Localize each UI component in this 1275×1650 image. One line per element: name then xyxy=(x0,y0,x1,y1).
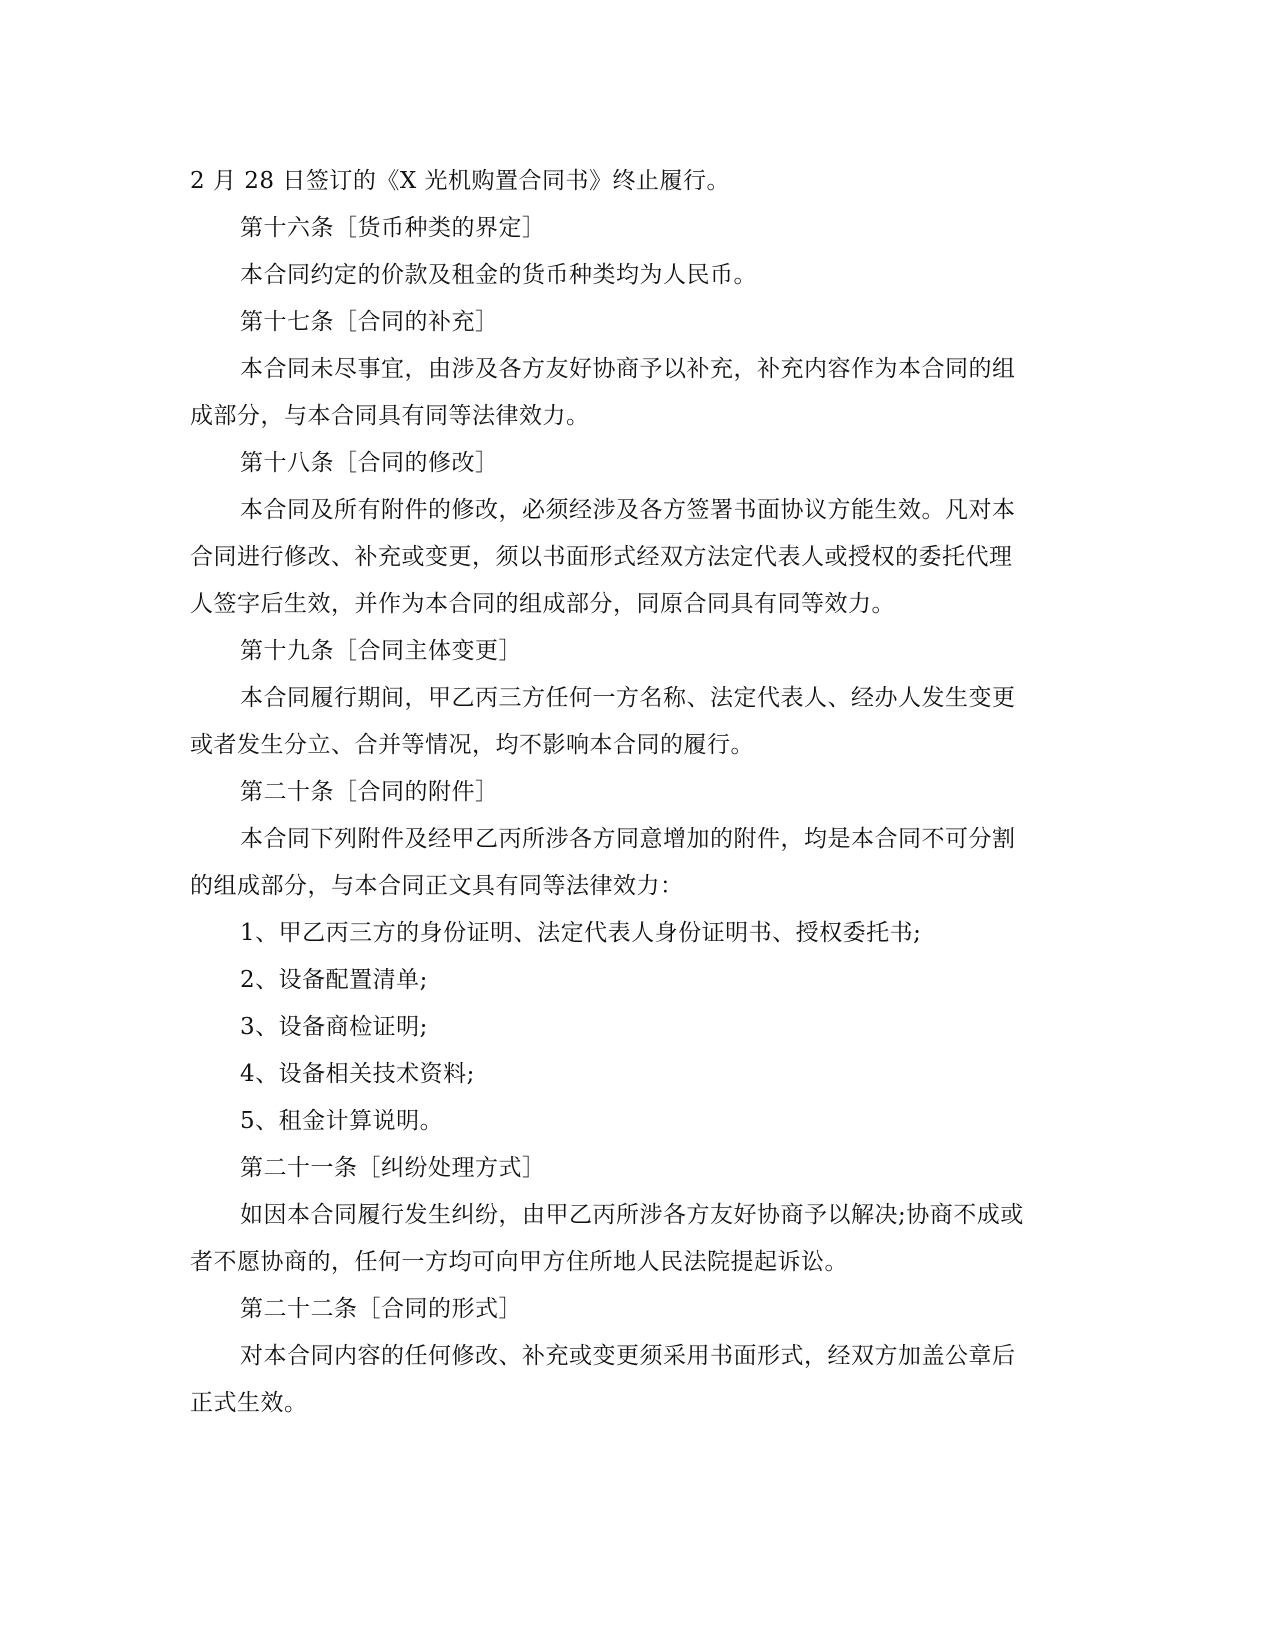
document-body xyxy=(190,158,1080,1427)
list-item: 1、甲乙丙三方的身份证明、法定代表人身份证明书、授权委托书; xyxy=(240,920,922,946)
text-line: 2 月 28 日签订的《X 光机购置合同书》终止履行。 xyxy=(190,168,731,194)
article-heading: 第二十条［合同的附件］ xyxy=(240,779,499,805)
article-heading: 第二十二条［合同的形式］ xyxy=(240,1296,522,1322)
text-line: 合同进行修改、补充或变更，须以书面形式经双方法定代表人或授权的委托代理 xyxy=(190,544,1013,570)
text-line: 成部分，与本合同具有同等法律效力。 xyxy=(190,403,590,429)
text-line: 的组成部分，与本合同正文具有同等法律效力： xyxy=(190,873,684,899)
article-heading: 第十六条［货币种类的界定］ xyxy=(240,215,546,241)
text-line: 者不愿协商的，任何一方均可向甲方住所地人民法院提起诉讼。 xyxy=(190,1249,848,1275)
text-line: 本合同履行期间，甲乙丙三方任何一方名称、法定代表人、经办人发生变更 xyxy=(240,685,1016,711)
text-line: 本合同下列附件及经甲乙丙所涉各方同意增加的附件，均是本合同不可分割 xyxy=(240,826,1016,852)
text-line: 本合同及所有附件的修改，必须经涉及各方签署书面协议方能生效。凡对本 xyxy=(240,497,1016,523)
text-line: 本合同未尽事宜，由涉及各方友好协商予以补充，补充内容作为本合同的组 xyxy=(240,356,1016,382)
list-item: 3、设备商检证明; xyxy=(240,1014,428,1040)
list-item: 4、设备相关技术资料; xyxy=(240,1061,475,1087)
article-heading: 第二十一条［纠纷处理方式］ xyxy=(240,1155,546,1181)
text-line: 本合同约定的价款及租金的货币种类均为人民币。 xyxy=(240,262,757,288)
article-heading: 第十九条［合同主体变更］ xyxy=(240,638,522,664)
text-line: 或者发生分立、合并等情况，均不影响本合同的履行。 xyxy=(190,732,754,758)
list-item: 2、设备配置清单; xyxy=(240,967,428,993)
article-heading: 第十八条［合同的修改］ xyxy=(240,450,499,476)
article-heading: 第十七条［合同的补充］ xyxy=(240,309,499,335)
text-line: 如因本合同履行发生纠纷，由甲乙丙所涉各方友好协商予以解决;协商不成或 xyxy=(240,1202,1024,1228)
text-line: 对本合同内容的任何修改、补充或变更须采用书面形式，经双方加盖公章后 xyxy=(240,1343,1016,1369)
text-line: 人签字后生效，并作为本合同的组成部分，同原合同具有同等效力。 xyxy=(190,591,895,617)
list-item: 5、租金计算说明。 xyxy=(240,1108,444,1134)
text-line: 正式生效。 xyxy=(190,1390,308,1416)
